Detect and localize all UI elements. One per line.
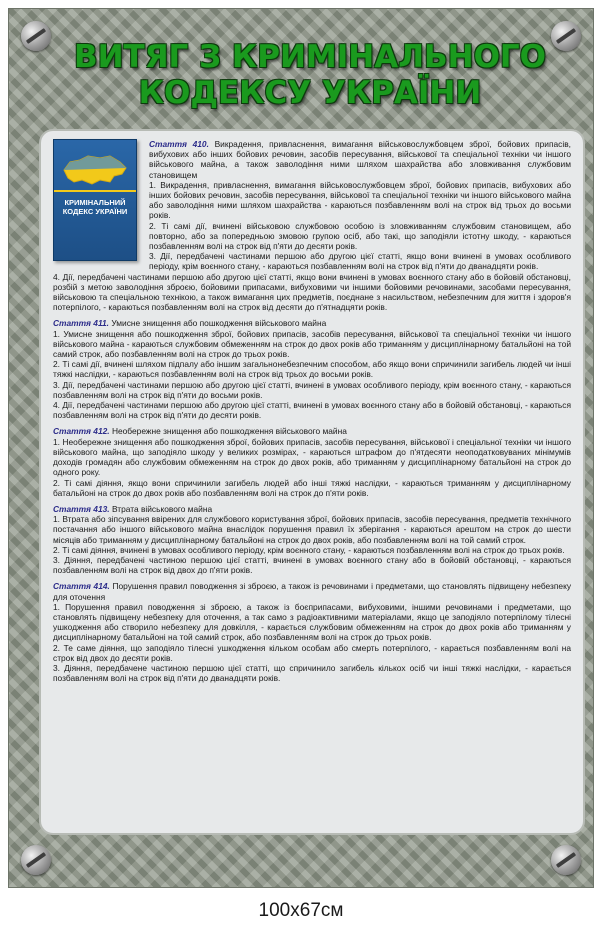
article-paragraph: 2. Ті самі діяння, якщо вони спричинили загибель людей або інші тяжкі наслідки, - караються триманням у дисциплінарному батальйоні на строк до двох років або позбавленням волі на строк до п'яти років. — [53, 477, 571, 498]
article-paragraph: 3. Діяння, передбачене частиною першою цієї статті, що спричинило загибель кількох осіб чи інші тяжкі наслідки, - карається позбавленням волі на строк від п'яти до дванадцяти років. — [53, 662, 571, 684]
title-line-1: ВИТЯГ З КРИМІНАЛЬНОГО — [73, 39, 547, 75]
text-panel — [39, 129, 585, 835]
article-paragraph: 2. Ті самі дії, вчинені військовою службовою особою із зловживанням службовим становищем, або повторно, або за попередньою змовою групою осіб, або такі, що заподіяли істотну шкоду, - караються позбавленням волі на строк від п'яти до десяти років. — [149, 220, 571, 252]
article-title: Необережне знищення або пошкодження військового майна — [111, 426, 347, 437]
article-heading — [53, 426, 571, 436]
article-paragraph: 2. Ті самі діяння, вчинені в умовах особливого періоду, крім воєнного стану, - караються позбавленням волі на строк до трьох років. — [53, 544, 565, 555]
article-title: Умисне знищення або пошкодження військового майна — [111, 318, 327, 329]
book-stripe — [54, 190, 136, 192]
article-title: Викрадення, привласнення, вимагання військовослужбовцем зброї, бойових припасів, вибухових або інших бойових речовин, засобів пересування, військової та спеціальної техніки чи іншого військового майна, а також заволодіння ними шляхом шахрайства або зловживання службовим становищем — [149, 139, 571, 180]
article-paragraph: 1. Необережне знищення або пошкодження зброї, бойових припасів, засобів пересування, військової і спеціальної техніки чи іншого військового майна, що заподіяло шкоду у великих розмірах, - караються штрафом до п'ятдесяти неоподатковуваних мінімумів доходів громадян або службовим обмеженням на строк до двох років, або триманням у дисциплінарному батальйоні на строк до одного року. — [53, 436, 571, 478]
article-paragraph: 2. Те саме діяння, що заподіяло тілесні ушкодження кільком особам або смерть потерпілого, - карається позбавленням волі на строк від двох до десяти років. — [53, 642, 571, 663]
title-line-2: КОДЕКСУ УКРАЇНИ — [138, 75, 482, 111]
article-paragraph: 3. Діяння, передбачені частиною першою цієї статті, вчинені в умовах воєнного стану або в бойовій обстановці, - караються позбавленням волі на строк від двох до п'яти років. — [53, 554, 571, 576]
criminal-code-book-image — [53, 139, 137, 261]
screw-icon-top-left — [21, 21, 51, 51]
screw-icon-bottom-right — [551, 845, 581, 875]
camouflage-board — [8, 8, 594, 888]
article-paragraph: 1. Втрата або зіпсування ввірених для службового користування зброї, бойових припасів, засобів пересування, предметів технічного постачання або іншого військового майна внаслідок порушення правил їх зберігання - караються арештом на строк до шести місяців або триманням у дисциплінарному батальйоні на строк до двох років, або позбавленням волі на той самий строк. — [53, 514, 571, 545]
article-paragraph: 1. Умисне знищення або пошкодження зброї, бойових припасів, засобів пересування, військової та спеціальної техніки чи іншого військового майна - караються службовим обмеженням на строк до двох років або триманням у дисциплінарному батальйоні на той самий строк, або позбавленням волі на строк до трьох років. — [53, 328, 571, 360]
article-414 — [53, 581, 571, 683]
article-412 — [53, 426, 571, 497]
board-title — [49, 39, 571, 111]
article-number: Стаття 410. — [149, 139, 209, 149]
article-paragraph: 2. Ті самі дії, вчинені шляхом підпалу або іншим загальнонебезпечним способом, або якщо вони спричинили загибель людей чи інші тяжкі наслідки, - караються позбавленням волі на строк від трьох до восьми років. — [53, 359, 571, 380]
article-heading — [53, 504, 571, 514]
screw-icon-bottom-left — [21, 845, 51, 875]
ukraine-map-icon — [60, 152, 130, 190]
article-paragraph: 4. Дії, передбачені частинами першою або другою цієї статті, якщо вони вчинені в умовах воєнного стану або в бойовій обстановці, розбій з метою заволодіння зброєю, бойовими припасами, вибуховими чи іншими бойовими речовинами, засобами пересування, військовою та спеціальною технікою, а також вимагання цих предметів, поєднане з насильством, небезпечним для життя і здоров'я потерпілого, - караються позбавленням волі на строк від десяти до п'ятнадцяти років. — [53, 271, 571, 313]
article-413 — [53, 504, 571, 575]
book-label: КРИМІНАЛЬНИЙ КОДЕКС УКРАЇНИ — [62, 198, 128, 216]
article-paragraph: 4. Дії, передбачені частинами першою або другою цієї статті, вчинені в умовах воєнного стану або в бойовій обстановці, - караються позбавленням волі на строк від п'яти до десяти років. — [53, 400, 571, 421]
article-number: Стаття 412. — [53, 426, 110, 437]
article-paragraph: 1. Порушення правил поводження зі зброєю, а також із боєприпасами, вибуховими, іншими речовинами і предметами, що становлять підвищену небезпеку для оточення, а так само з радіоактивними матеріалами, якщо це заподіяло потерпілому тілесні ушкодження або створило небезпеку для довкілля, - карається службовим обмеженням на строк до двох років або триманням у дисциплінарному батальйоні на той самий строк, або позбавленням волі на строк до трьох років. — [53, 601, 571, 643]
article-paragraph: 3. Дії, передбачені частинами першою або другою цієї статті, якщо вони вчинені в умовах особливого періоду, крім воєнного стану, - караються позбавленням волі на строк від п'яти до дванадцяти років. — [149, 251, 571, 272]
article-number: Стаття 414. — [53, 581, 110, 592]
article-number: Стаття 413. — [53, 503, 110, 514]
article-title: Втрата військового майна — [111, 503, 213, 514]
size-label: 100x67см — [258, 900, 344, 921]
article-number: Стаття 411. — [53, 318, 109, 329]
article-411 — [53, 318, 571, 420]
article-heading — [53, 318, 571, 328]
article-paragraph: 1. Викрадення, привласнення, вимагання військовослужбовцем зброї, бойових припасів, вибухових або інших бойових речовин, засобів пересування, військової та спеціальної техніки чи іншого військового майна або заволодіння ними шляхом шахрайства - караються позбавленням волі на строк від трьох до восьми років. — [149, 179, 571, 221]
article-title: Порушення правил поводження зі зброєю, а також із речовинами і предметами, що становлять підвищену небезпеку для оточення — [53, 581, 572, 602]
article-paragraph: 3. Дії, передбачені частинами першою або другою цієї статті, вчинені в умовах особливого періоду, крім воєнного стану, - караються позбавленням волі на строк від п'яти до восьми років. — [53, 379, 571, 400]
article-heading — [53, 581, 571, 601]
